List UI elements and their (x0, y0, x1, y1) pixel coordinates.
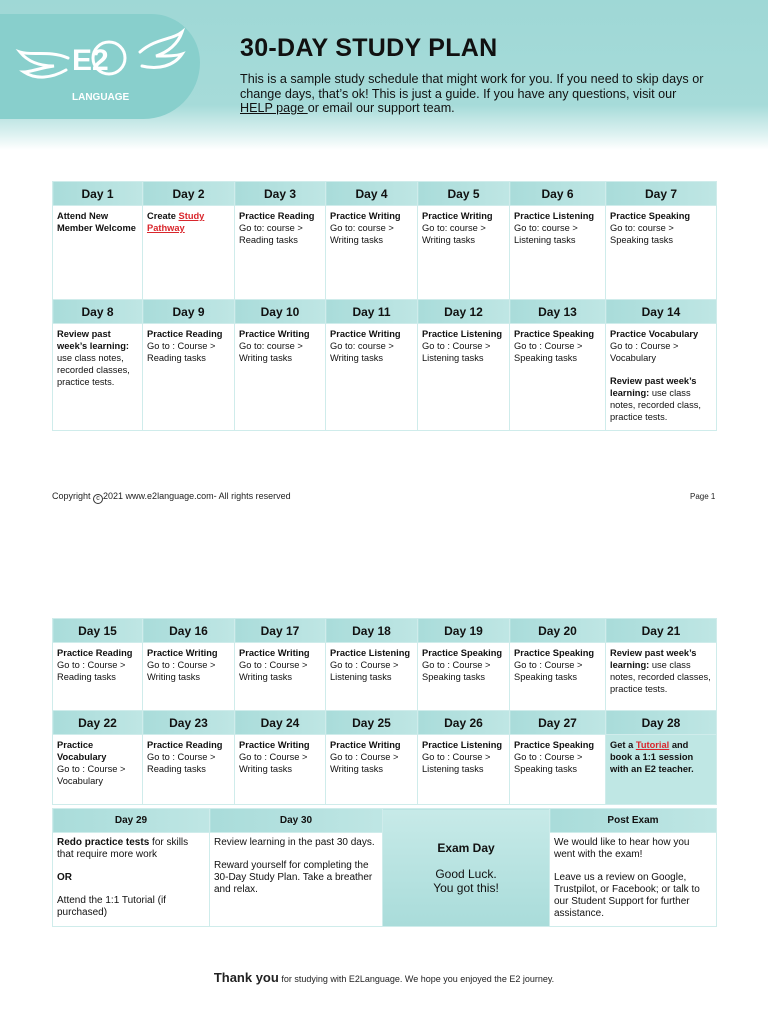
study-pathway-link[interactable]: Study Pathway (147, 211, 205, 233)
e2-logo[interactable] (10, 22, 195, 112)
task-title: Practice Speaking (514, 329, 595, 339)
day-cell (606, 643, 717, 711)
day-header: Day 17 (235, 619, 326, 643)
task-title: Practice Speaking (514, 740, 595, 750)
task-title: Practice Speaking (422, 648, 503, 658)
task-text: Go to: course > Writing tasks (330, 223, 394, 245)
task-title: Review past week’s learning: (57, 329, 129, 351)
thank-you-text: for studying with E2Language. We hope you enjoyed the E2 journey. (278, 974, 555, 984)
task-title: Practice Listening (422, 740, 503, 750)
day-header: Day 6 (510, 182, 606, 206)
logo-text: E2 (72, 44, 109, 77)
task-text: Attend the 1:1 Tutorial (if purchased) (57, 895, 166, 918)
day-header: Day 5 (418, 182, 510, 206)
task-text: Go to : Course > Writing tasks (239, 660, 308, 682)
day-cell (143, 643, 235, 711)
day-cell (143, 324, 235, 431)
day-cell (606, 324, 717, 431)
task-title: Get a (610, 740, 636, 750)
task-title: Attend New Member Welcome (57, 211, 136, 233)
day-header: Day 29 (53, 809, 210, 833)
task-title: Practice Writing (147, 648, 218, 658)
copyright-icon: c (93, 494, 103, 504)
day-header: Day 28 (606, 711, 717, 735)
final-days-table (52, 808, 717, 927)
task-text: Go to: course > Listening tasks (514, 223, 578, 245)
study-plan-table-page1 (52, 181, 717, 431)
page-number: Page 1 (690, 492, 716, 501)
task-title: Create (147, 211, 179, 221)
post-exam-cell (550, 833, 717, 927)
day-header: Post Exam (550, 809, 717, 833)
task-title: Practice Writing (330, 740, 401, 750)
task-text: Go to : Course > Vocabulary (610, 341, 679, 363)
day-header: Day 27 (510, 711, 606, 735)
week1-header-row (53, 182, 717, 206)
task-text: Go to : Course > Speaking tasks (514, 660, 583, 682)
day-header: Day 16 (143, 619, 235, 643)
task-text: Go to : Course > Speaking tasks (514, 752, 583, 774)
task-text: Go to: course > Speaking tasks (610, 223, 674, 245)
exam-day-text: Good Luck. You got this! (433, 866, 499, 895)
task-text: Go to : Course > Reading tasks (147, 752, 216, 774)
task-title-rest: and book a 1:1 session with an E2 teacher. (610, 740, 694, 774)
day-cell (235, 206, 326, 300)
task-title: Practice Vocabulary (57, 740, 107, 762)
task-text: use class notes, recorded classes, practice tests. (610, 660, 711, 694)
day-cell (53, 643, 143, 711)
task-text: Go to : Course > Listening tasks (330, 660, 399, 682)
page-title: 30-DAY STUDY PLAN (240, 34, 498, 62)
day-header: Day 24 (235, 711, 326, 735)
task-title: Practice Reading (57, 648, 133, 658)
task-text: use class notes, recorded class, practice tests. (610, 388, 701, 422)
or-label: OR (57, 872, 72, 883)
help-page-link[interactable]: HELP page (240, 101, 308, 115)
task-text: Go to : Course > Reading tasks (57, 660, 126, 682)
thank-you-note (0, 970, 768, 985)
day-header: Day 1 (53, 182, 143, 206)
day-cell (418, 643, 510, 711)
day-cell (418, 324, 510, 431)
task-text: for skills that require more work (57, 837, 189, 860)
task-title: Review past week’s learning: (610, 376, 697, 398)
copyright-prefix: Copyright (52, 491, 94, 501)
day-header: Day 8 (53, 300, 143, 324)
day-header: Day 20 (510, 619, 606, 643)
day-cell (326, 643, 418, 711)
task-title: Practice Listening (330, 648, 411, 658)
day-cell (606, 735, 717, 805)
day-cell (143, 206, 235, 300)
day-header: Day 11 (326, 300, 418, 324)
task-title: Practice Writing (330, 329, 401, 339)
week4-tasks-row (53, 735, 717, 805)
day-cell (326, 324, 418, 431)
week3-tasks-row (53, 643, 717, 711)
day-cell (235, 324, 326, 431)
task-text: Go to : Course > Listening tasks (422, 752, 491, 774)
day-header: Day 7 (606, 182, 717, 206)
task-text: We would like to hear how you went with the exam! (554, 837, 690, 860)
task-text: Reward yourself for completing the 30-Day Study Plan. Take a breather and relax. (214, 860, 373, 895)
task-title: Review past week’s learning: (610, 648, 697, 670)
task-title: Practice Vocabulary (610, 329, 699, 339)
day-header: Day 30 (210, 809, 383, 833)
task-text: Leave us a review on Google, Trustpilot, or Facebook; or talk to our Student Support for further assistance. (554, 872, 700, 919)
day-cell (510, 206, 606, 300)
task-title: Practice Listening (422, 329, 503, 339)
week3-header-row (53, 619, 717, 643)
task-title: Practice Writing (422, 211, 493, 221)
intro-text (240, 72, 710, 116)
task-text: use class notes, recorded classes, practice tests. (57, 353, 130, 387)
task-text: Go to : Course > Speaking tasks (422, 660, 491, 682)
task-text: Go to : Course > Writing tasks (147, 660, 216, 682)
day-cell (326, 735, 418, 805)
task-text: Go to : Course > Writing tasks (239, 752, 308, 774)
exam-day-cell (383, 809, 550, 927)
day-header: Day 4 (326, 182, 418, 206)
task-text: Review learning in the past 30 days. (214, 837, 375, 848)
day-cell (510, 324, 606, 431)
day-cell (210, 833, 383, 927)
day-cell (53, 833, 210, 927)
day-header: Day 2 (143, 182, 235, 206)
logo-subtext: LANGUAGE (72, 92, 130, 103)
day-header: Day 9 (143, 300, 235, 324)
day-cell (143, 735, 235, 805)
intro-before: This is a sample study schedule that might work for you. If you need to skip days or change days, that’s ok! This is just a guide. If you have any questions, visit our (240, 72, 704, 101)
study-plan-table-page2 (52, 618, 717, 805)
day-header: Day 23 (143, 711, 235, 735)
day-header: Day 19 (418, 619, 510, 643)
week1-tasks-row (53, 206, 717, 300)
day-cell (235, 643, 326, 711)
day-cell (418, 206, 510, 300)
exam-day-title: Exam Day (437, 840, 495, 855)
task-title: Practice Listening (514, 211, 595, 221)
day-header: Day 21 (606, 619, 717, 643)
copyright (52, 491, 291, 504)
day-cell (510, 735, 606, 805)
day-header: Day 10 (235, 300, 326, 324)
task-title: Practice Reading (147, 329, 223, 339)
final-header-row (53, 809, 717, 833)
task-text: Go to: course > Writing tasks (239, 341, 303, 363)
task-text: Go to : Course > Writing tasks (330, 752, 399, 774)
day-header: Day 13 (510, 300, 606, 324)
day-header: Day 18 (326, 619, 418, 643)
day-cell (510, 643, 606, 711)
task-title: Practice Writing (330, 211, 401, 221)
task-text: Go to: course > Writing tasks (422, 223, 486, 245)
task-text: Go to : Course > Reading tasks (147, 341, 216, 363)
day-cell (53, 206, 143, 300)
day-cell (53, 735, 143, 805)
task-title: Practice Writing (239, 329, 310, 339)
task-text: Go to: course > Writing tasks (330, 341, 394, 363)
task-title: Redo practice tests (57, 837, 150, 848)
day-cell (606, 206, 717, 300)
task-text: Go to: course > Reading tasks (239, 223, 303, 245)
thank-you-bold: Thank you (213, 970, 279, 985)
day-header: Day 15 (53, 619, 143, 643)
copyright-text: 2021 www.e2language.com- All rights reserved (103, 491, 291, 501)
day-cell (53, 324, 143, 431)
task-title: Practice Reading (147, 740, 223, 750)
intro-after: or email our support team. (307, 101, 455, 115)
day-header: Day 25 (326, 711, 418, 735)
week2-header-row (53, 300, 717, 324)
day-header: Day 12 (418, 300, 510, 324)
task-text: Go to : Course > Listening tasks (422, 341, 491, 363)
day-cell (418, 735, 510, 805)
task-title: Practice Writing (239, 648, 310, 658)
task-text: Go to : Course > Vocabulary (57, 764, 126, 786)
task-title: Practice Speaking (514, 648, 595, 658)
day-cell (235, 735, 326, 805)
week2-tasks-row (53, 324, 717, 431)
day-cell (326, 206, 418, 300)
tutorial-link[interactable]: Tutorial (635, 740, 670, 750)
day-header: Day 14 (606, 300, 717, 324)
task-title: Practice Speaking (610, 211, 691, 221)
task-text: Go to : Course > Speaking tasks (514, 341, 583, 363)
day-header: Day 22 (53, 711, 143, 735)
day-header: Day 26 (418, 711, 510, 735)
day-header: Day 3 (235, 182, 326, 206)
task-title: Practice Reading (239, 211, 315, 221)
task-title: Practice Writing (239, 740, 310, 750)
week4-header-row (53, 711, 717, 735)
